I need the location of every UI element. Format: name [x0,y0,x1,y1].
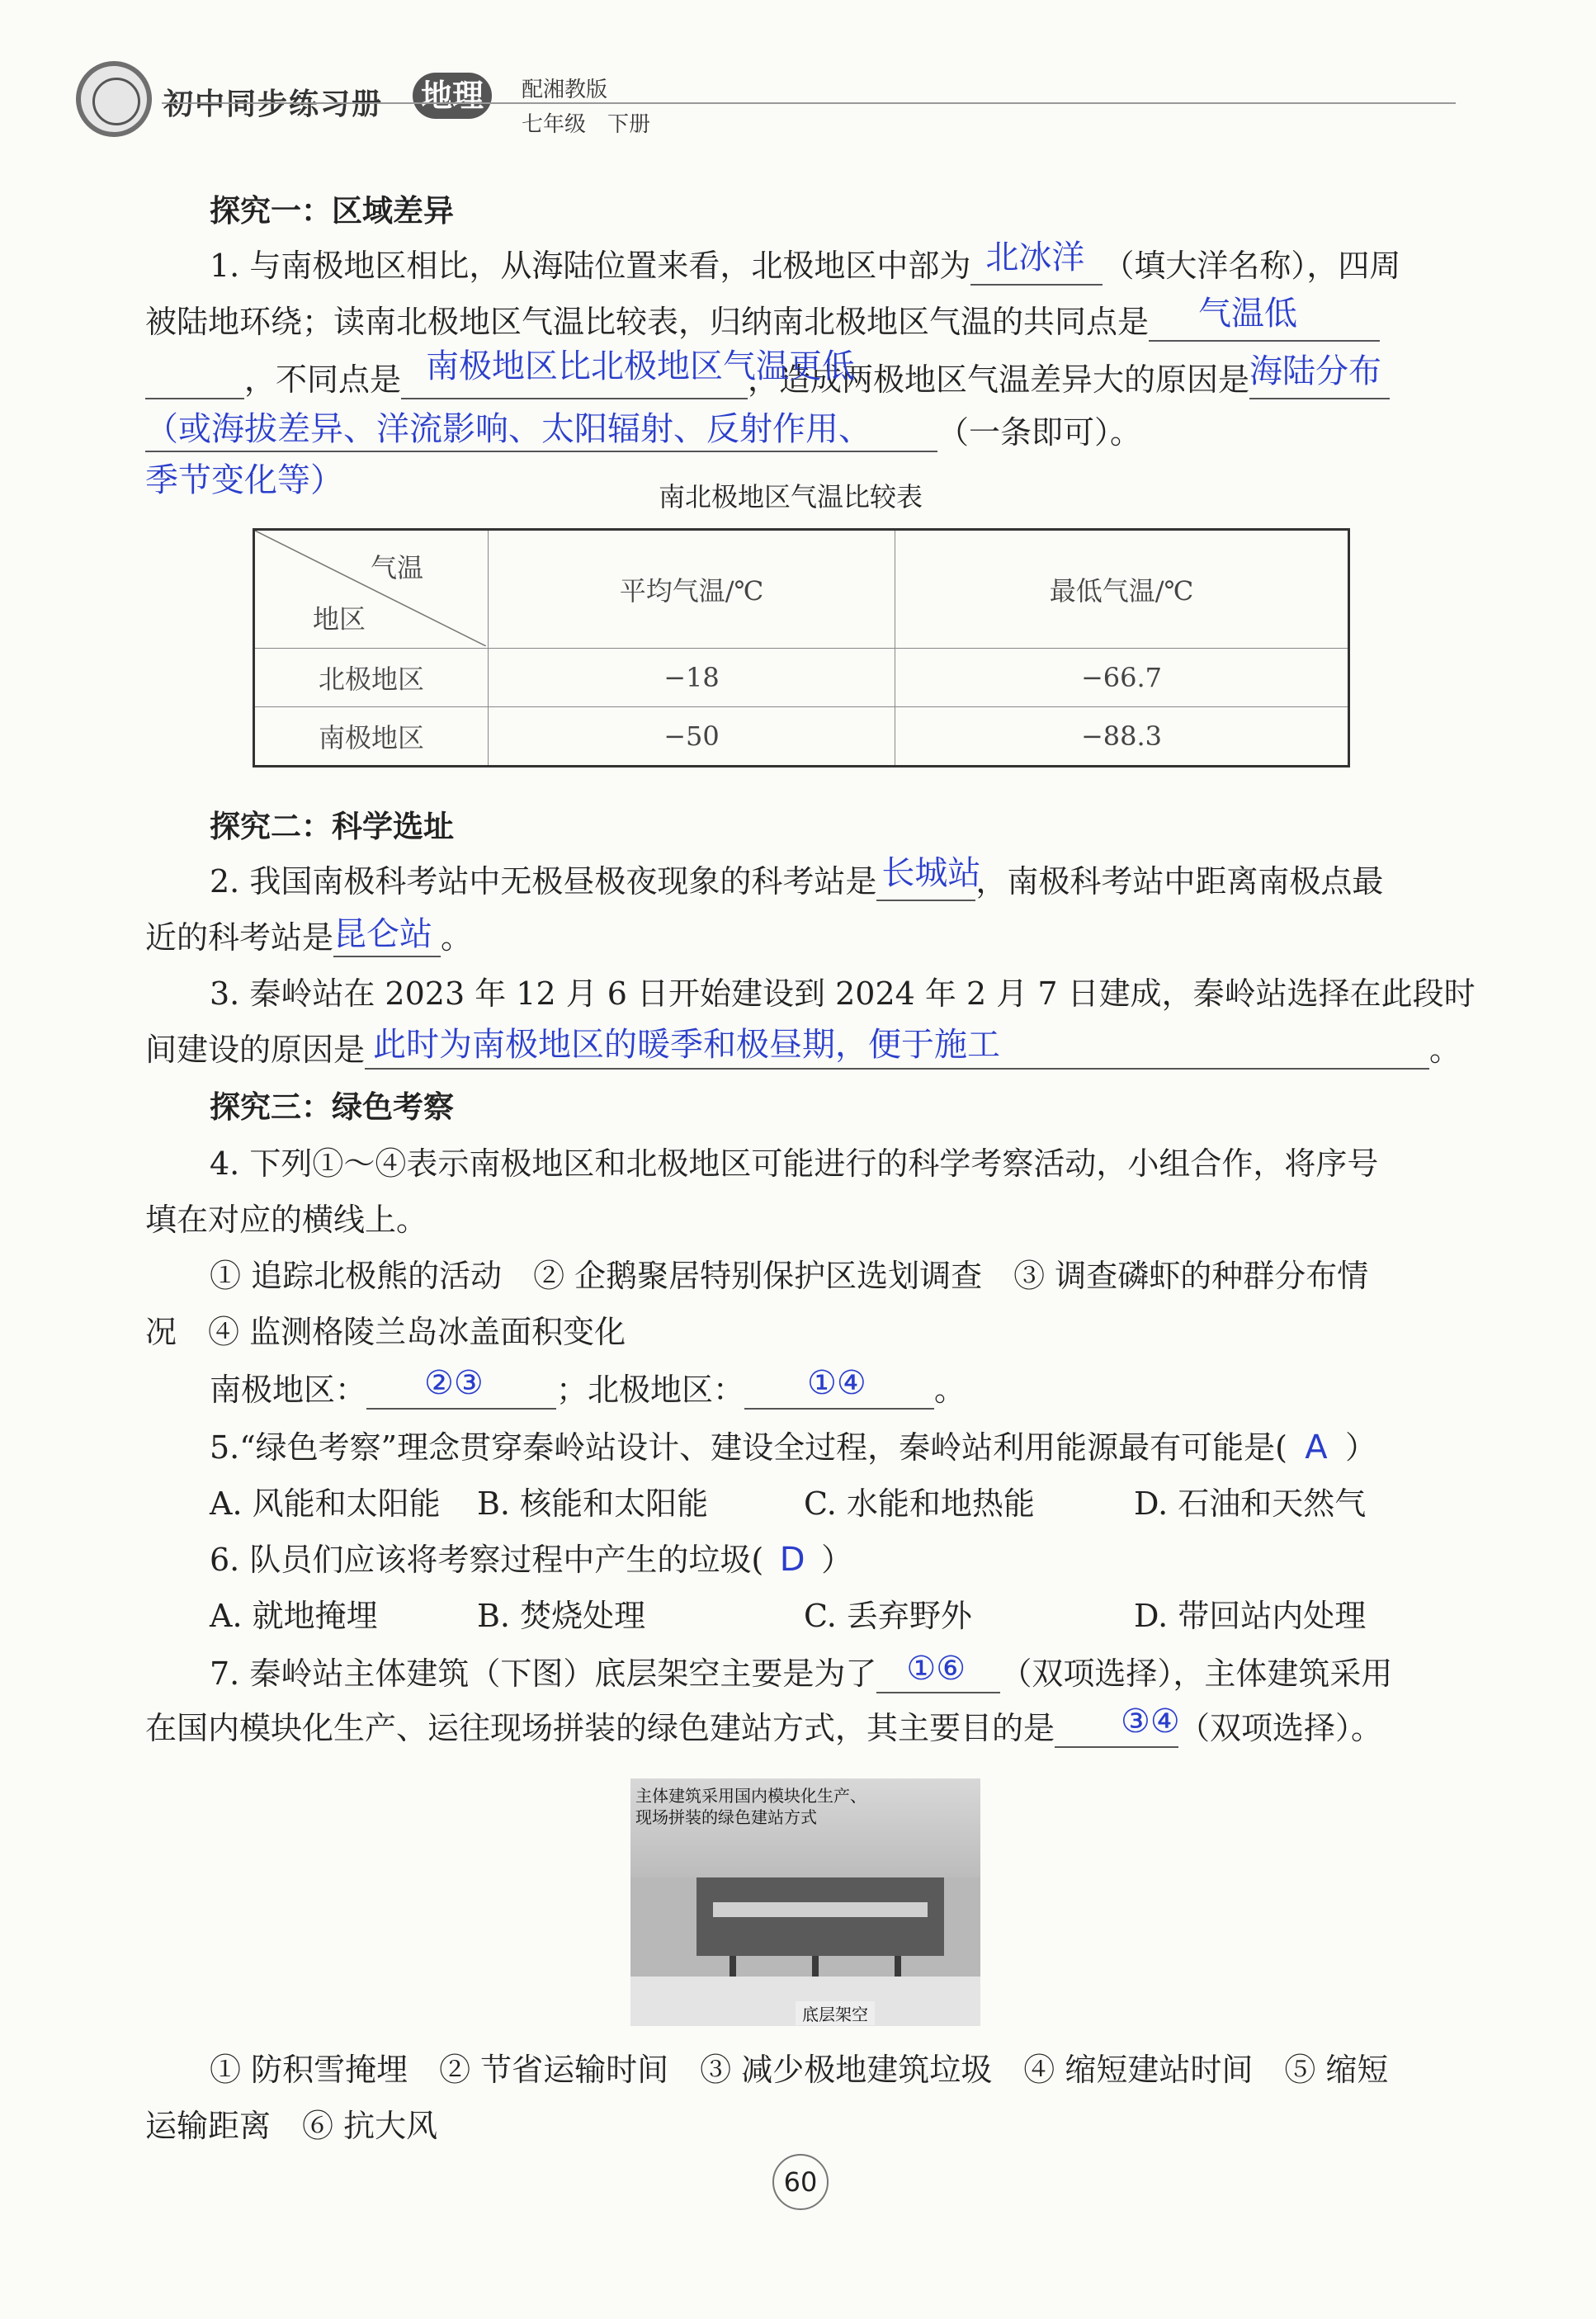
section-heading: 探究一：区域差异 [210,193,454,229]
q7-blank-1 [876,1650,1000,1693]
q5-option: B. 核能和太阳能 [477,1485,709,1522]
q2-text: 。 [441,919,473,956]
table-cell-region: 北极地区 [254,649,489,707]
q1-answer-1: 北冰洋 [985,239,1085,276]
table-cell-region: 南极地区 [254,707,489,767]
q2-line2 [145,915,473,957]
table-row [254,707,1349,767]
q2-answer-2: 昆仑站 [333,915,433,953]
q3-blank [365,1026,1429,1070]
globe-logo-icon [76,61,152,137]
q7-options-line1: ① 防积雪掩埋 ② 节省运输时间 ③ 减少极地建筑垃圾 ④ 缩短建站时间 ⑤ 缩短 [210,2052,1389,2088]
q7-line1 [210,1650,1393,1693]
q4-north-label: ；北极地区： [556,1372,745,1408]
q5-answer: A [1305,1429,1328,1466]
table-row [254,649,1349,707]
corner-header-top: 气温 [371,552,424,583]
q7-text: 7. 秦岭站主体建筑（下图）底层架空主要是为了 [210,1655,877,1692]
q7-answer-1: ①⑥ [906,1650,966,1688]
edition-label: 配湘教版 [522,78,608,102]
q1-line4 [145,410,1142,452]
q1-text: ，造成两极地区气温差异大的原因是 [748,361,1250,398]
photo-caption [635,1785,866,1828]
table-cell-avg: −50 [489,707,895,767]
q1-blank-2 [1149,295,1380,342]
subject-badge: 地理 [413,73,492,119]
photo-tag: 底层架空 [796,2001,875,2025]
q4-line1: 4. 下列①～④表示南极地区和北极地区可能进行的科学考察活动，小组合作，将序号 [210,1145,1379,1182]
q1-line1 [210,239,1401,286]
q1-text: （填大洋名称），四周 [1103,248,1401,284]
q6-stem [210,1540,852,1580]
grade-label: 七年级 下册 [522,112,651,137]
q6-option: D. 带回站内处理 [1134,1598,1367,1634]
q4-answers [210,1364,966,1410]
q7-text: （双项选择），主体建筑采用 [1000,1655,1393,1692]
photo-caption-line: 主体建筑采用国内模块化生产、 [635,1786,866,1806]
q3-line2 [145,1026,1461,1070]
q1-answer-3: 南极地区比北极地区气温更低 [426,347,856,385]
q1-blank-2-cont [145,361,244,399]
q2-answer-1: 长城站 [881,854,981,892]
corner-header-bottom: 地区 [313,603,366,635]
q7-line2 [145,1703,1383,1748]
q7-options-line2: 运输距离 ⑥ 抗大风 [145,2108,438,2144]
table-cell-min: −66.7 [895,649,1349,707]
q7-text: 在国内模块化生产、运往现场拼装的绿色建站方式，其主要目的是 [145,1710,1055,1746]
q7-answer-2: ③④ [1121,1703,1180,1740]
q5-text: 5.“绿色考察”理念贯穿秦岭站设计、建设全过程，秦岭站利用能源最有可能是( [210,1429,1287,1466]
photo-stilt [812,1956,819,1979]
q1-answer-4: 海陆分布 [1249,352,1382,390]
q2-blank-2 [333,915,441,957]
q4-south-blank [366,1364,556,1410]
table-header: 最低气温/℃ [895,530,1349,649]
q3-answer: 此时为南极地区的暖季和极昼期，便于施工 [373,1026,1001,1064]
q5-option: C. 水能和地热能 [804,1485,1035,1522]
q6-answer: D [779,1541,805,1579]
photo-caption-line: 现场拼装的绿色建站方式 [635,1807,817,1827]
photo-stilt [730,1956,736,1979]
q5-option: A. 风能和太阳能 [210,1485,441,1522]
q4-line2: 填在对应的横线上。 [145,1202,428,1238]
q4-line4: 况 ④ 监测格陵兰岛冰盖面积变化 [145,1314,626,1350]
temperature-table [253,528,1350,767]
q1-blank-1 [970,239,1103,286]
q1-line2 [145,295,1380,342]
photo-building-band [713,1902,928,1917]
station-photo [630,1778,980,2026]
q2-text: ，南极科考站中距离南极点最 [975,863,1384,900]
q3-line1: 3. 秦岭站在 2023 年 12 月 6 日开始建设到 2024 年 2 月 7 日建成，秦岭站选择在此段时 [210,975,1476,1012]
q1-blank-4 [1249,352,1390,399]
q1-text: 被陆地环绕；读南北极地区气温比较表，归纳南北极地区气温的共同点是 [145,304,1150,340]
q6-text: ） [821,1542,853,1578]
q5-stem [210,1428,1376,1467]
q6-option: A. 就地掩埋 [210,1598,378,1634]
q5-text: ） [1344,1429,1376,1466]
q1-text: 1. 与南极地区相比，从海陆位置来看，北极地区中部为 [210,248,971,284]
q4-text: 。 [934,1372,966,1408]
section-heading: 探究二：科学选址 [210,809,454,844]
q2-line1 [210,854,1384,901]
q1-blank-3 [401,347,856,399]
q1-answer-4-cont: （或海拔差异、洋流影响、太阳辐射、反射作用、 [145,410,871,448]
table-cell-avg: −18 [489,649,895,707]
header-divider [162,102,1456,104]
q1-answer-2: 气温低 [1198,295,1298,333]
q2-text: 近的科考站是 [145,919,334,956]
series-title: 初中同步练习册 [163,87,384,121]
q4-south-label: 南极地区： [210,1372,367,1408]
table-corner-cell [254,530,489,649]
q3-text: 间建设的原因是 [145,1032,366,1068]
q7-text: （双项选择）。 [1178,1710,1383,1746]
q6-option: C. 丢弃野外 [804,1598,972,1634]
q1-line3 [145,347,1390,399]
section-heading: 探究三：绿色考察 [210,1089,454,1125]
q7-blank-2 [1055,1703,1180,1748]
q4-north-answer: ①④ [807,1364,866,1402]
q4-north-blank [744,1364,934,1410]
q1-text: ，不同点是 [244,361,402,398]
q2-text: 2. 我国南极科考站中无极昼极夜现象的科考站是 [210,863,877,900]
q6-option: B. 焚烧处理 [477,1598,646,1634]
table-cell-min: −88.3 [895,707,1349,767]
q1-text: （一条即可）。 [937,414,1142,451]
photo-stilt [895,1956,901,1979]
page-number: 60 [772,2154,829,2210]
table-caption: 南北极地区气温比较表 [659,481,923,512]
q4-line3: ① 追踪北极熊的活动 ② 企鹅聚居特别保护区选划调查 ③ 调查磷虾的种群分布情 [210,1258,1369,1294]
q4-south-answer: ②③ [424,1364,484,1402]
q5-option: D. 石油和天然气 [1134,1485,1367,1522]
q1-blank-4-cont [145,410,937,452]
q2-blank-1 [876,854,981,901]
q1-answer-4-end: 季节变化等） [145,461,343,499]
q3-text: 。 [1429,1032,1461,1068]
q6-text: 6. 队员们应该将考察过程中产生的垃圾( [210,1542,764,1578]
table-header: 平均气温/℃ [489,530,895,649]
